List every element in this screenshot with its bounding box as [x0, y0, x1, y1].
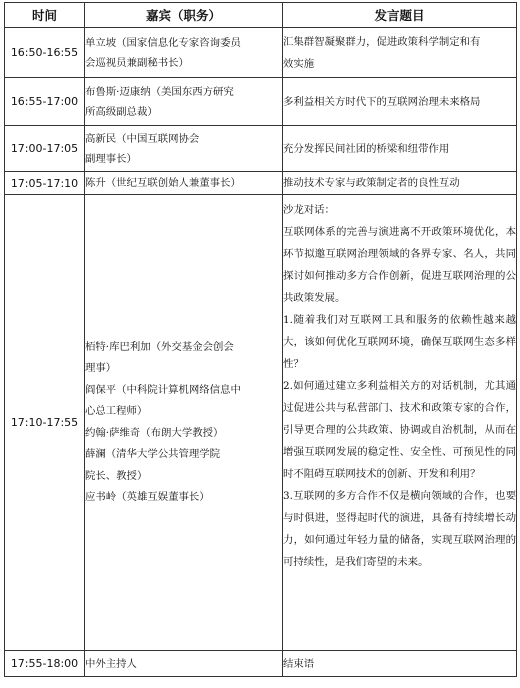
topic-line: 效实施	[283, 57, 315, 70]
time-cell: 17:55-18:00	[5, 651, 85, 677]
guest-line: 栢特·库巴利加（外交基金会创会	[85, 340, 234, 353]
guest-line: 薛澜（清华大学公共管理学院	[85, 448, 221, 460]
guest-line: 中外主持人	[85, 657, 137, 670]
time-cell: 16:55-17:00	[5, 78, 85, 126]
guest-line: 理事）	[85, 362, 117, 374]
header-topic: 发言题目	[283, 3, 517, 28]
topic-cell	[283, 78, 517, 126]
time-cell: 16:50-16:55	[5, 28, 85, 78]
guest-line: 约翰·萨维奇（布朗大学教授）	[85, 426, 224, 439]
guest-line: 副理事长）	[85, 152, 137, 165]
guest-line: 布鲁斯·迈康纳（美国东西方研究	[85, 85, 234, 98]
topic-cell	[283, 195, 517, 651]
time-cell: 17:05-17:10	[5, 172, 85, 195]
salon-question: 3.互联网的多方合作不仅是横向领域的合作，也要与时俱进，竖得起时代的演进，具备有持续增长动力，如何通过年轻力量的储备，实现互联网治理的可持续性，是我们寄望的未来。	[283, 490, 516, 568]
salon-question: 1.随着我们对互联网工具和服务的依赖性越来越大，该如何优化互联网环境，确保互联网生态多样性？	[283, 314, 516, 370]
guest-cell	[85, 651, 283, 677]
guest-cell	[85, 195, 283, 651]
header-time: 时间	[5, 3, 85, 28]
guest-line: 高新民（中国互联网协会	[85, 132, 200, 145]
guest-line: 心总工程师）	[85, 405, 148, 417]
header-row	[5, 3, 517, 28]
salon-question: 2.如何通过建立多利益相关方的对话机制，尤其通过促进公共与私营部门、技术和政策专家的合作，引导更合理的公共政策、协调或自治机制，从而在增强互联网发展的稳定性、安全性、可预见性的同时不阻碍互联网技术的创新、开发和利用？	[283, 380, 516, 480]
guest-line: 单立坡（国家信息化专家咨询委员	[85, 36, 241, 49]
table-row	[5, 651, 517, 677]
table-row	[5, 126, 517, 172]
guest-cell	[85, 126, 283, 172]
table-row	[5, 195, 517, 651]
topic-cell	[283, 172, 517, 195]
header-guest: 嘉宾（职务）	[85, 3, 283, 28]
salon-intro: 互联网体系的完善与演进离不开政策环境优化，本环节拟邀互联网治理领域的各界专家、名人，共同探讨如何推动多方合作创新，促进互联网治理的公共政策发展。	[283, 226, 516, 304]
table-row	[5, 78, 517, 126]
topic-line: 多利益相关方时代下的互联网治理未来格局	[283, 95, 481, 108]
topic-line: 推动技术专家与政策制定者的良性互动	[283, 177, 460, 189]
guest-cell	[85, 28, 283, 78]
guest-list	[85, 337, 282, 509]
guest-line: 所高级副总裁）	[85, 105, 158, 118]
topic-line: 充分发挥民间社团的桥梁和纽带作用	[283, 142, 450, 155]
table-row	[5, 28, 517, 78]
time-cell: 17:00-17:05	[5, 126, 85, 172]
topic-cell	[283, 651, 517, 677]
salon-title: 沙龙对话：	[283, 204, 335, 216]
topic-cell	[283, 126, 517, 172]
guest-line: 会巡视员兼副秘书长）	[85, 56, 189, 69]
topic-line: 结束语	[283, 657, 315, 670]
guest-line: 阎保平（中科院计算机网络信息中	[85, 383, 241, 396]
guest-cell	[85, 78, 283, 126]
guest-cell	[85, 172, 283, 195]
guest-line: 院长、教授）	[85, 469, 148, 482]
time-cell: 17:10-17:55	[5, 195, 85, 651]
topic-cell	[283, 28, 517, 78]
guest-line: 陈升（世纪互联创始人兼董事长）	[85, 177, 241, 189]
agenda-table	[4, 2, 517, 677]
table-row	[5, 172, 517, 195]
topic-line: 汇集群智凝聚群力，促进政策科学制定和有	[283, 35, 481, 48]
guest-line: 应书岭（英雄互娱董事长）	[85, 491, 210, 503]
